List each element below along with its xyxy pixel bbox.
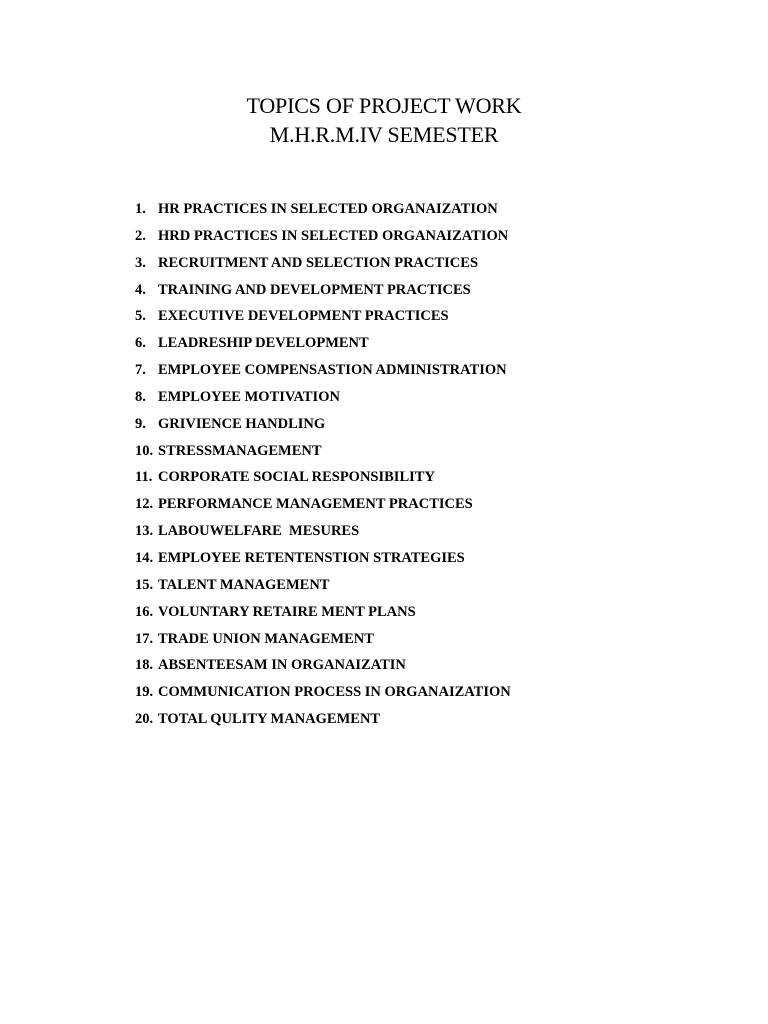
list-item [135,332,511,359]
list-item-number: 10. [135,442,154,459]
list-item-text: HR PRACTICES IN SELECTED ORGANAIZATION [158,201,498,217]
list-item [135,628,511,655]
list-item [135,493,511,520]
list-item-number: 15. [135,576,154,593]
list-item-text: COMMUNICATION PROCESS IN ORGANAIZATION [158,684,511,701]
list-item [135,279,511,306]
list-item-text: LABOUWELFARE MESURES [158,523,360,540]
list-item-number: 2. [135,227,146,244]
title-line-topics: TOPICS OF PROJECT WORK [246,93,522,118]
list-item [135,547,511,574]
list-item-text: RECRUITMENT AND SELECTION PRACTICES [158,254,479,271]
list-item-number: 16. [135,603,154,620]
list-item-text: EXECUTIVE DEVELOPMENT PRACTICES [158,308,449,325]
list-item-text: TRADE UNION MANAGEMENT [158,630,374,647]
list-item [135,252,511,279]
list-item [135,386,511,413]
list-item-text: TALENT MANAGEMENT [158,576,330,593]
list-item-text: LEADRESHIP DEVELOPMENT [158,335,369,352]
list-item-text: EMPLOYEE RETENTENSTION STRATEGIES [158,549,465,566]
list-item [135,681,511,708]
list-item-number: 4. [135,281,146,298]
list-item-number: 5. [135,308,146,325]
list-item [135,520,511,547]
list-item-text: PERFORMANCE MANAGEMENT PRACTICES [158,496,473,513]
list-item-text: STRESSMANAGEMENT [158,442,322,459]
list-item-text: GRIVIENCE HANDLING [158,415,326,432]
list-item [135,225,511,252]
list-item-number: 14. [135,549,154,566]
list-item-text: TRAINING AND DEVELOPMENT PRACTICES [158,281,471,298]
list-item-number: 1. [135,201,146,217]
list-item-number: 13. [135,523,154,540]
title-line-semester: M.H.R.M.IV SEMESTER [269,122,499,147]
list-item [135,574,511,601]
list-item-number: 8. [135,388,146,405]
list-item [135,654,511,681]
list-item-text: CORPORATE SOCIAL RESPONSIBILITY [158,469,435,486]
list-item-number: 20. [135,711,154,728]
list-item-number: 6. [135,335,146,352]
list-item-number: 11. [135,469,153,486]
list-item-number: 9. [135,415,146,432]
list-item [135,601,511,628]
list-item-text: VOLUNTARY RETAIRE MENT PLANS [158,603,416,620]
list-item [135,413,511,440]
list-item-text: TOTAL QULITY MANAGEMENT [158,711,381,728]
list-item-number: 19. [135,684,154,701]
list-item-text: HRD PRACTICES IN SELECTED ORGANAIZATION [158,227,509,244]
list-item [135,466,511,493]
list-item-text: ABSENTEESAM IN ORGANAIZATIN [158,657,406,674]
list-item-number: 12. [135,496,154,513]
list-item-text: EMPLOYEE COMPENSASTION ADMINISTRATION [158,362,507,379]
list-item-number: 3. [135,254,146,271]
list-item [135,305,511,332]
list-item-number: 18. [135,657,154,674]
list-item [135,359,511,386]
list-item [135,440,511,467]
list-item [135,198,511,225]
list-item-text: EMPLOYEE MOTIVATION [158,388,340,405]
list-item-number: 7. [135,362,146,379]
list-item-number: 17. [135,630,154,647]
list-item [135,708,511,735]
page-title [0,91,768,149]
topic-list [135,198,511,735]
